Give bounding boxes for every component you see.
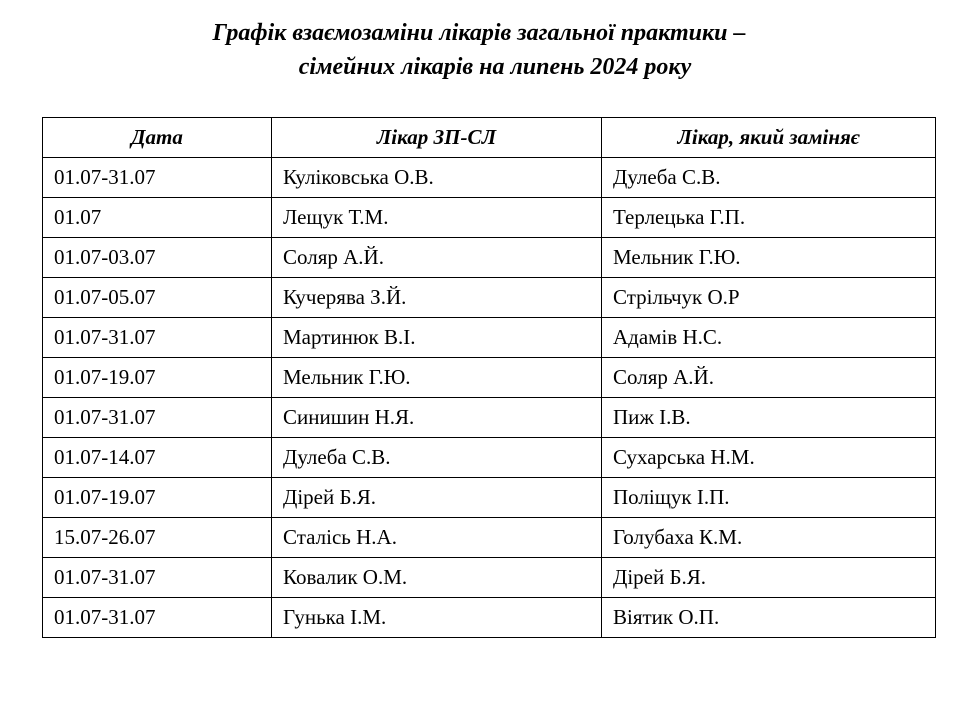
header-date: Дата: [43, 118, 272, 158]
cell-date: 15.07-26.07: [43, 518, 272, 558]
cell-date: 01.07-31.07: [43, 558, 272, 598]
cell-substitute: Стрільчук О.Р: [602, 278, 936, 318]
table-row: [43, 278, 936, 318]
table-row: [43, 518, 936, 558]
cell-doctor: Дірей Б.Я.: [272, 478, 602, 518]
cell-date: 01.07-31.07: [43, 318, 272, 358]
cell-substitute: Дірей Б.Я.: [602, 558, 936, 598]
header-doctor: Лікар ЗП-СЛ: [272, 118, 602, 158]
table-row: [43, 358, 936, 398]
table-row: [43, 318, 936, 358]
title-line-1: Графік взаємозаміни лікарів загальної практики –: [212, 20, 746, 46]
cell-doctor: Мартинюк В.І.: [272, 318, 602, 358]
table-row: [43, 198, 936, 238]
cell-substitute: Соляр А.Й.: [602, 358, 936, 398]
cell-doctor: Дулеба С.В.: [272, 438, 602, 478]
cell-doctor: Соляр А.Й.: [272, 238, 602, 278]
table-header-row: [43, 118, 936, 158]
cell-date: 01.07-31.07: [43, 158, 272, 198]
cell-substitute: Адамів Н.С.: [602, 318, 936, 358]
cell-doctor: Ковалик О.М.: [272, 558, 602, 598]
header-substitute: Лікар, який заміняє: [602, 118, 936, 158]
cell-doctor: Мельник Г.Ю.: [272, 358, 602, 398]
table-row: [43, 438, 936, 478]
title-line-2: сімейних лікарів на липень 2024 року: [298, 54, 692, 80]
table-row: [43, 398, 936, 438]
cell-date: 01.07-19.07: [43, 358, 272, 398]
cell-substitute: Сухарська Н.М.: [602, 438, 936, 478]
cell-doctor: Лещук Т.М.: [272, 198, 602, 238]
cell-date: 01.07-31.07: [43, 398, 272, 438]
cell-substitute: Мельник Г.Ю.: [602, 238, 936, 278]
table-row: [43, 158, 936, 198]
cell-substitute: Поліщук І.П.: [602, 478, 936, 518]
cell-substitute: Віятик О.П.: [602, 598, 936, 638]
cell-substitute: Пиж І.В.: [602, 398, 936, 438]
cell-substitute: Дулеба С.В.: [602, 158, 936, 198]
table-row: [43, 598, 936, 638]
cell-date: 01.07: [43, 198, 272, 238]
cell-date: 01.07-14.07: [43, 438, 272, 478]
table-row: [43, 238, 936, 278]
cell-substitute: Терлецька Г.П.: [602, 198, 936, 238]
cell-date: 01.07-31.07: [43, 598, 272, 638]
cell-date: 01.07-19.07: [43, 478, 272, 518]
cell-doctor: Гунька І.М.: [272, 598, 602, 638]
table-row: [43, 558, 936, 598]
substitution-schedule-table: [42, 117, 936, 638]
document-title: [0, 16, 968, 84]
cell-date: 01.07-05.07: [43, 278, 272, 318]
cell-date: 01.07-03.07: [43, 238, 272, 278]
table-row: [43, 478, 936, 518]
cell-doctor: Куліковська О.В.: [272, 158, 602, 198]
cell-doctor: Синишин Н.Я.: [272, 398, 602, 438]
cell-doctor: Сталісь Н.А.: [272, 518, 602, 558]
cell-substitute: Голубаха К.М.: [602, 518, 936, 558]
cell-doctor: Кучерява З.Й.: [272, 278, 602, 318]
